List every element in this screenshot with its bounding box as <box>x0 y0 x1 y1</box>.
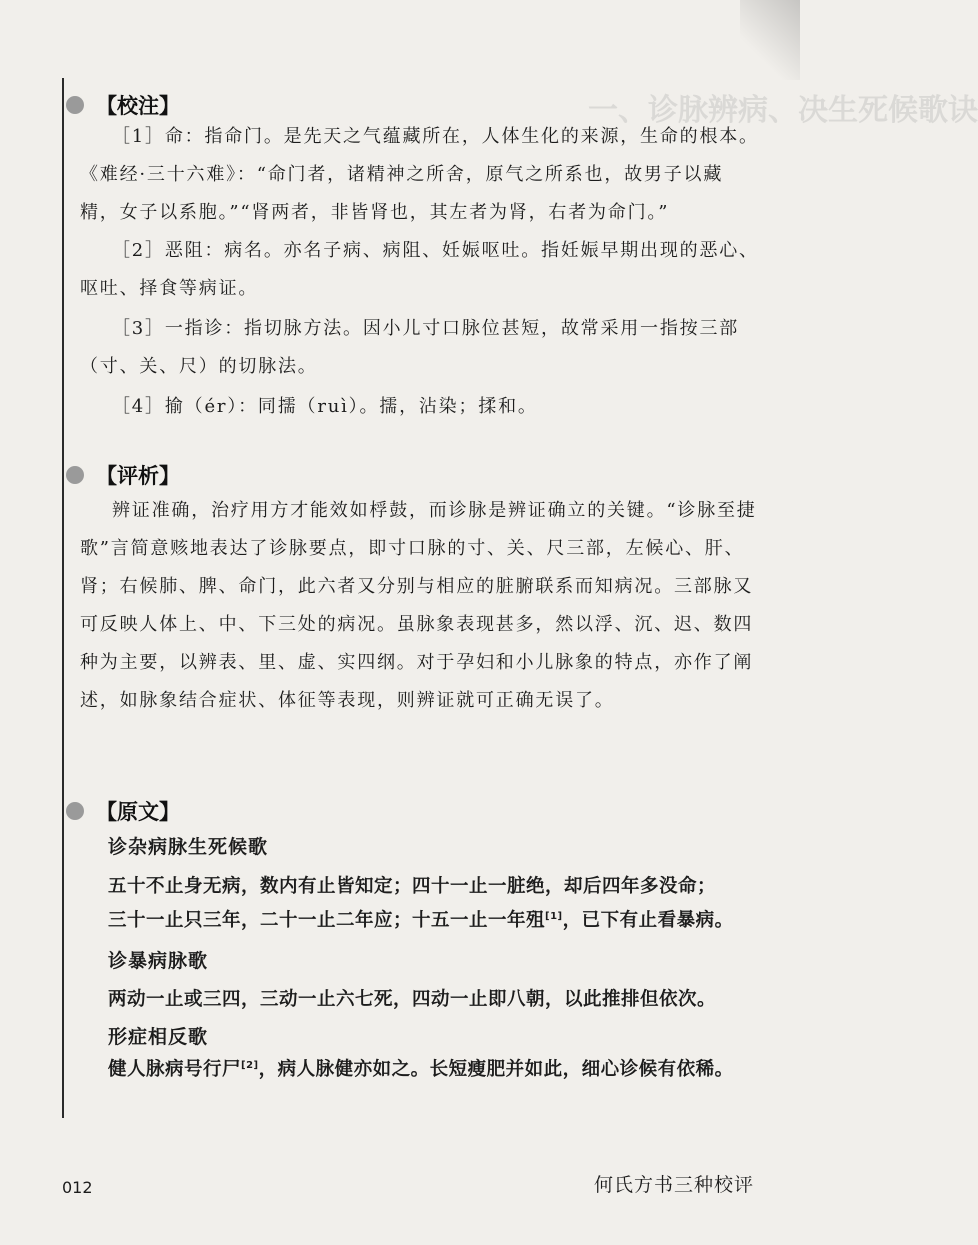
poem-title: 形症相反歌 <box>108 1026 209 1048</box>
note-item-2 <box>80 232 760 308</box>
note-marker: ［3］ <box>112 318 165 339</box>
poem-text: ，已下有止看暴病。 <box>562 910 734 931</box>
poem-line <box>108 872 716 898</box>
analysis-paragraph: 辨证准确，治疗用方才能效如桴鼓，而诊脉是辨证确立的关键。“诊脉至捷歌”言简意赅地表达了诊脉要点，即寸口脉的寸、关、尺三部，左候心、肝、肾；右候肺、脾、命门，此六者又分别与相应的脏腑联系而知病况。三部脉又可反映人体上、中、下三处的病况。虽脉象表现甚多，然以浮、沉、迟、数四种为主要，以辨表、里、虚、实四纲。对于孕妇和小儿脉象的特点，亦作了阐述，如脉象结合症状、体征等表现，则辨证就可正确无误了。 <box>80 500 757 711</box>
poem-text: ，病人脉健亦如之。长短瘦肥并如此，细心诊候有依稀。 <box>258 1059 734 1080</box>
poem-text: 五十不止身无病，数内有止皆知定；四十一止一脏绝，却后四年多没命； <box>108 876 717 897</box>
note-text: 一指诊：指切脉方法。因小儿寸口脉位甚短，故常采用一指按三部（寸、关、尺）的切脉法。 <box>80 318 740 377</box>
poem-text: 两动一止或三四，三动一止六七死，四动一止即八朝，以此推排但依次。 <box>108 989 717 1010</box>
section-bullet-icon <box>66 96 84 114</box>
section-header-jiaozhu <box>66 90 180 120</box>
section-header-pingxi <box>66 460 180 490</box>
note-item-4 <box>80 388 760 426</box>
poem-line <box>108 1055 734 1081</box>
poem-text: 三十一止只三年，二十一止二年应；十五一止一年殂 <box>108 910 546 931</box>
section-bullet-icon <box>66 802 84 820</box>
page-corner-shadow <box>740 0 800 80</box>
footnote-ref[interactable]: [2] <box>241 1059 259 1071</box>
section-header-label: 【原文】 <box>96 800 180 824</box>
poem-title: 诊杂病脉生死候歌 <box>108 836 269 858</box>
footnote-ref[interactable]: [1] <box>545 910 563 922</box>
bleed-through-title: 一、诊脉辨病、决生死候歌诀 <box>588 93 978 128</box>
poem-text: 健人脉病号行尸 <box>108 1059 242 1080</box>
note-item-3 <box>80 310 760 386</box>
note-marker: ［1］ <box>112 126 165 147</box>
section-bullet-icon <box>66 466 84 484</box>
section-header-label: 【校注】 <box>96 94 180 118</box>
poem-line <box>108 985 716 1011</box>
note-item-1 <box>80 118 760 232</box>
note-text: 揄（ér）：同擩（ruì）。擩，沾染；揉和。 <box>164 396 538 417</box>
note-marker: ［4］ <box>112 396 165 417</box>
running-footer-title: 何氏方书三种校评 <box>593 1174 754 1196</box>
note-text: 命：指命门。是先天之气蕴藏所在，人体生化的来源，生命的根本。《难经·三十六难》：“命门者，诸精神之所舍，原气之所系也，故男子以藏精，女子以系胞。”“肾两者，非皆肾也，其左者为肾，右者为命门。” <box>80 126 759 223</box>
poem-line <box>108 906 734 932</box>
note-text: 恶阻：病名。亦名子病、病阻、妊娠呕吐。指妊娠早期出现的恶心、呕吐、择食等病证。 <box>80 240 759 299</box>
section-header-label: 【评析】 <box>96 464 180 488</box>
poem-title: 诊暴病脉歌 <box>108 950 209 972</box>
margin-rule <box>62 78 64 1118</box>
page-number: 012 <box>62 1178 93 1197</box>
note-marker: ［2］ <box>112 240 165 261</box>
section-header-yuanwen <box>66 796 180 826</box>
